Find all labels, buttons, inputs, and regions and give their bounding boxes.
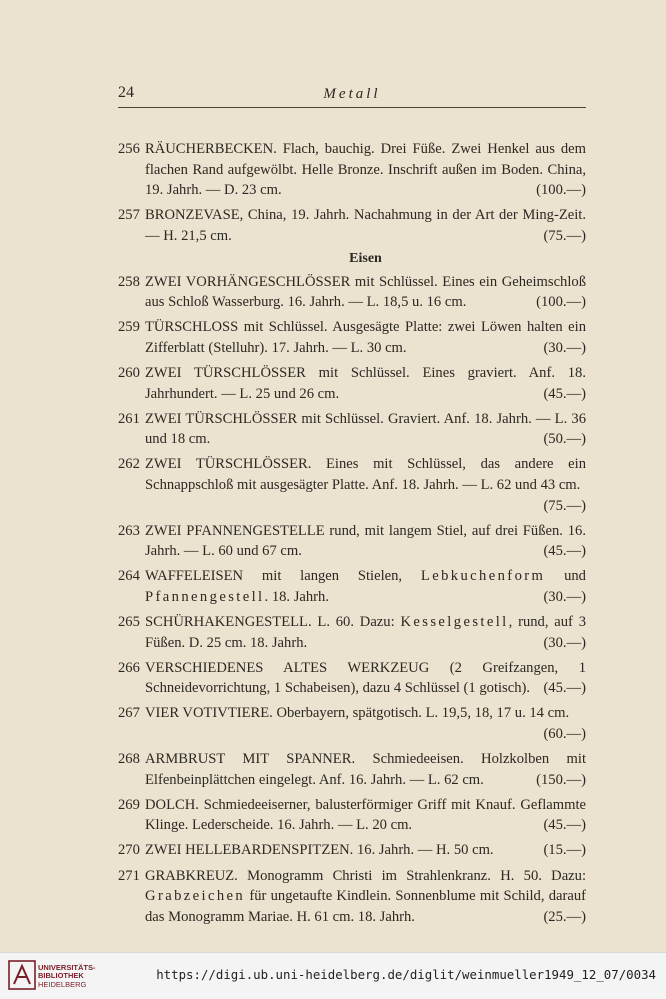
spaced-term: Grabzeichen — [145, 888, 246, 905]
running-title: Metall — [323, 86, 381, 102]
catalog-entry — [118, 139, 586, 201]
logo-line: HEIDELBERG — [38, 979, 87, 989]
page-header — [118, 84, 586, 108]
catalog-entry — [118, 840, 586, 861]
catalog-entry — [118, 317, 586, 358]
description-text: BRONZEVASE, China, 19. Jahrh. Nachahmung in der Art der Ming-Zeit. — H. 21,5 cm. — [145, 207, 586, 244]
lot-number: 259 — [118, 319, 140, 336]
lot-price: (30.—) — [543, 588, 586, 605]
description-text: für ungetaufte Kindlein. Sonnenblume mit Schild, darauf das Monogramm Mariae. H. 61 cm. 18. Jahrh. — [145, 888, 586, 925]
catalog-entry — [118, 866, 586, 928]
header-rule — [118, 107, 586, 108]
description-text: ZWEI TÜRSCHLÖSSER mit Schlüssel. Eines graviert. Anf. 18. Jahrhundert. — L. 25 und 26 cm. — [145, 364, 586, 402]
lot-description — [145, 749, 586, 790]
section-heading-eisen: Eisen — [349, 250, 382, 266]
lot-price: (45.—) — [543, 817, 586, 834]
lot-description — [145, 840, 586, 861]
lot-price: (45.—) — [543, 680, 586, 697]
lot-price: (50.—) — [543, 431, 586, 448]
description-text: WAFFELEISEN mit langen Stielen, — [145, 568, 421, 585]
catalog-entry — [118, 612, 586, 653]
lot-number: 261 — [118, 410, 140, 427]
lot-number: 269 — [118, 796, 140, 813]
lot-number: 262 — [118, 456, 140, 473]
entries-eisen — [118, 272, 586, 928]
catalog-entry — [118, 795, 586, 836]
description-text: GRABKREUZ. Monogramm Christi im Strahlenkranz. H. 50. Dazu: — [145, 867, 586, 884]
lot-description — [145, 317, 586, 358]
description-text: ZWEI TÜRSCHLÖSSER mit Schlüssel. Graviert. Anf. 18. Jahrh. — L. 36 und 18 cm. — [145, 410, 586, 448]
lot-description — [145, 612, 586, 653]
spaced-term: Kesselgestell — [400, 613, 509, 630]
lot-number: 266 — [118, 659, 140, 676]
catalog-entry — [118, 566, 586, 607]
source-url-link[interactable]: https://digi.ub.uni-heidelberg.de/diglit/weinmueller1949_12_07/0034 — [156, 967, 656, 982]
catalog-entry — [118, 272, 586, 313]
lot-price: (30.—) — [543, 339, 586, 356]
catalog-entry — [118, 658, 586, 699]
lot-description — [145, 703, 586, 744]
lot-description — [145, 272, 586, 313]
lot-description — [145, 139, 586, 201]
lot-price: (100.—) — [536, 294, 586, 311]
entries-bronze — [118, 139, 586, 246]
lot-description — [145, 454, 586, 516]
entry-list — [118, 139, 586, 932]
catalog-entry — [118, 454, 586, 516]
lot-number: 271 — [118, 867, 140, 884]
description-text: TÜRSCHLOSS mit Schlüssel. Ausgesägte Platte: zwei Löwen halten ein Zifferblatt (Stelluhr). 17. Jahrh. — L. 30 cm. — [145, 319, 586, 356]
description-text: VERSCHIEDENES ALTES WERKZEUG (2 Greifzangen, 1 Schneidevorrichtung, 1 Schabeisen), dazu 4 Schlüssel (1 gotisch). — [145, 659, 586, 697]
lot-price: (45.—) — [543, 385, 586, 402]
lot-number: 267 — [118, 705, 140, 722]
description-text: SCHÜRHAKENGESTELL. L. 60. Dazu: — [145, 613, 401, 630]
catalog-entry — [118, 521, 586, 562]
lot-number: 265 — [118, 613, 140, 630]
lot-description — [145, 866, 586, 928]
lot-price: (45.—) — [543, 543, 586, 560]
catalog-entry — [118, 205, 586, 246]
description-text: , rund, auf 3 Füßen. D. 25 cm. 18. Jahrh. — [145, 613, 586, 651]
lot-price: (75.—) — [543, 227, 586, 244]
description-text: RÄUCHERBECKEN. Flach, bauchig. Drei Füße. Zwei Henkel aus dem flachen Rand aufgewölbt. Helle Bronze. Inschrift außen im Boden. China, 19. Jahrh. — D. 23 cm. — [145, 141, 586, 199]
lot-number: 263 — [118, 522, 140, 539]
description-text: ZWEI PFANNENGESTELLE rund, mit langem Stiel, auf drei Füßen. 16. Jahrh. — L. 60 und 67 cm. — [145, 522, 586, 560]
lot-price: (30.—) — [543, 634, 586, 651]
lot-description — [145, 658, 586, 699]
footer-bar — [0, 952, 666, 999]
lot-price: (150.—) — [536, 771, 586, 788]
description-text: . 18. Jahrh. — [264, 588, 329, 605]
description-text: ZWEI TÜRSCHLÖSSER. Eines mit Schlüssel, das andere ein Schnappschloß mit ausgesägter Platte. Anf. 18. Jahrh. — L. 62 und 43 cm. — [145, 456, 586, 493]
lot-description — [145, 566, 586, 607]
description-text: und — [545, 568, 586, 585]
lot-number: 256 — [118, 141, 140, 157]
logo-line: BIBLIOTHEK — [38, 971, 84, 981]
logo-line: UNIVERSITÄTS- — [38, 963, 96, 972]
spaced-term: Lebkuchenform — [420, 568, 546, 585]
spaced-term: Pfannengestell — [145, 588, 265, 605]
description-text: ZWEI HELLEBARDENSPITZEN. 16. Jahrh. — H. 50 cm. — [145, 842, 494, 859]
lot-price: (100.—) — [536, 182, 586, 199]
description-text: ZWEI VORHÄNGESCHLÖSSER mit Schlüssel. Eines ein Geheimschloß aus Schloß Wasserburg. 16. Jahrh. — L. 18,5 u. 16 cm. — [145, 273, 586, 311]
lot-number: 257 — [118, 207, 140, 224]
description-text: DOLCH. Schmiedeeiserner, balusterförmiger Griff mit Knauf. Geflammte Klinge. Lederscheide. 16. Jahrh. — L. 20 cm. — [145, 796, 586, 834]
catalog-entry — [118, 703, 586, 744]
library-logo-icon[interactable] — [8, 960, 36, 990]
lot-price: (15.—) — [543, 842, 586, 859]
description-text: ARMBRUST MIT SPANNER. Schmiedeeisen. Holzkolben mit Elfenbeinplättchen eingelegt. Anf. 16. Jahrh. — L. 62 cm. — [145, 751, 586, 788]
page-number: 24 — [118, 84, 134, 101]
lot-description — [145, 363, 586, 404]
lot-price: (75.—) — [543, 497, 586, 514]
lot-number: 270 — [118, 842, 140, 859]
catalog-entry — [118, 749, 586, 790]
lot-number: 268 — [118, 751, 140, 768]
description-text: VIER VOTIVTIERE. Oberbayern, spätgotisch. L. 19,5, 18, 17 u. 14 cm. — [145, 705, 570, 722]
library-logo-text — [38, 964, 96, 989]
lot-description — [145, 521, 586, 562]
lot-number: 264 — [118, 568, 140, 585]
catalog-entry — [118, 409, 586, 450]
lot-description — [145, 205, 586, 246]
lot-number: 258 — [118, 273, 140, 290]
lot-price: (60.—) — [543, 725, 586, 742]
lot-price: (25.—) — [543, 908, 586, 925]
lot-description — [145, 795, 586, 836]
lot-description — [145, 409, 586, 450]
catalog-entry — [118, 363, 586, 404]
lot-number: 260 — [118, 364, 140, 381]
